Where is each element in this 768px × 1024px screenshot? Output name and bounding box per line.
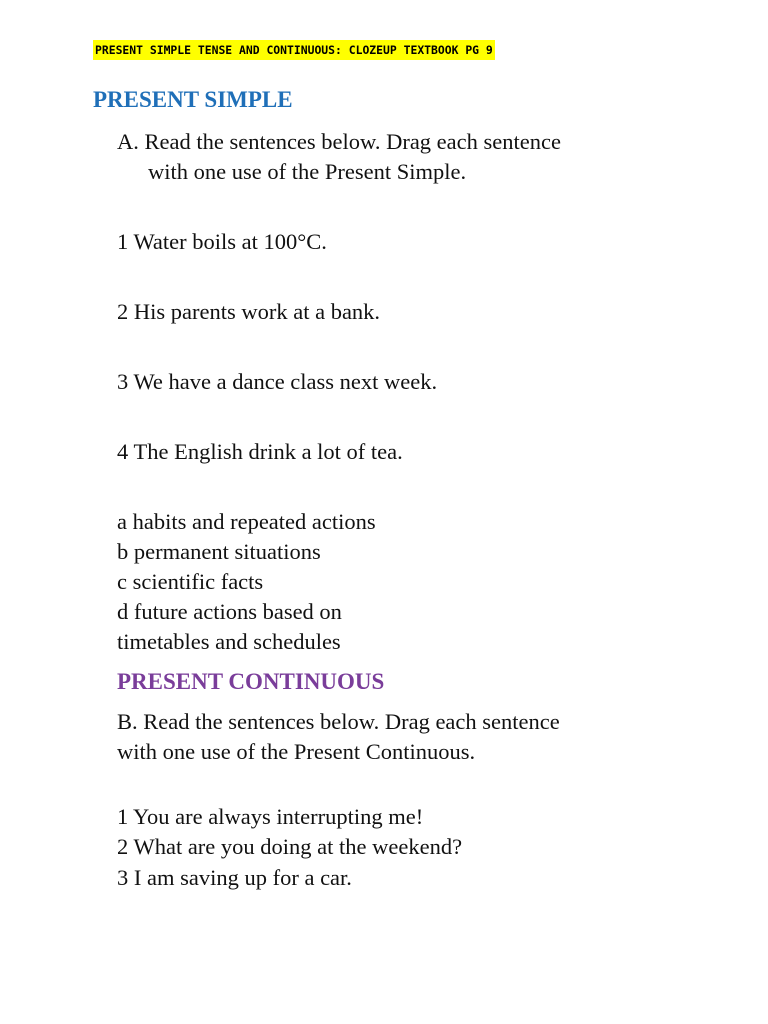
present-continuous-heading: PRESENT CONTINUOUS: [117, 669, 385, 694]
sentence-item[interactable]: 4 The English drink a lot of tea.: [117, 439, 403, 464]
present-simple-heading: PRESENT SIMPLE: [93, 87, 293, 112]
sentence-item[interactable]: 3 I am saving up for a car.: [117, 865, 352, 890]
sentence-item[interactable]: 3 We have a dance class next week.: [117, 369, 438, 394]
document-title-banner: PRESENT SIMPLE TENSE AND CONTINUOUS: CLOZEUP TEXTBOOK PG 9: [93, 40, 495, 60]
sentence-item[interactable]: 1 You are always interrupting me!: [117, 804, 424, 829]
use-option-d: d future actions based on: [117, 599, 342, 624]
use-option-a: a habits and repeated actions: [117, 509, 376, 534]
sentence-item[interactable]: 2 What are you doing at the weekend?: [117, 834, 463, 859]
use-option-d-continued: timetables and schedules: [117, 629, 341, 654]
instruction-a-line2: with one use of the Present Simple.: [148, 159, 467, 184]
sentence-item[interactable]: 1 Water boils at 100°C.: [117, 229, 327, 254]
sentence-item[interactable]: 2 His parents work at a bank.: [117, 299, 381, 324]
instruction-b-line2: with one use of the Present Continuous.: [117, 739, 476, 764]
instruction-a-line1: A. Read the sentences below. Drag each sentence: [117, 129, 561, 154]
use-option-c: c scientific facts: [117, 569, 264, 594]
use-option-b: b permanent situations: [117, 539, 321, 564]
instruction-b-line1: B. Read the sentences below. Drag each sentence: [117, 709, 560, 734]
